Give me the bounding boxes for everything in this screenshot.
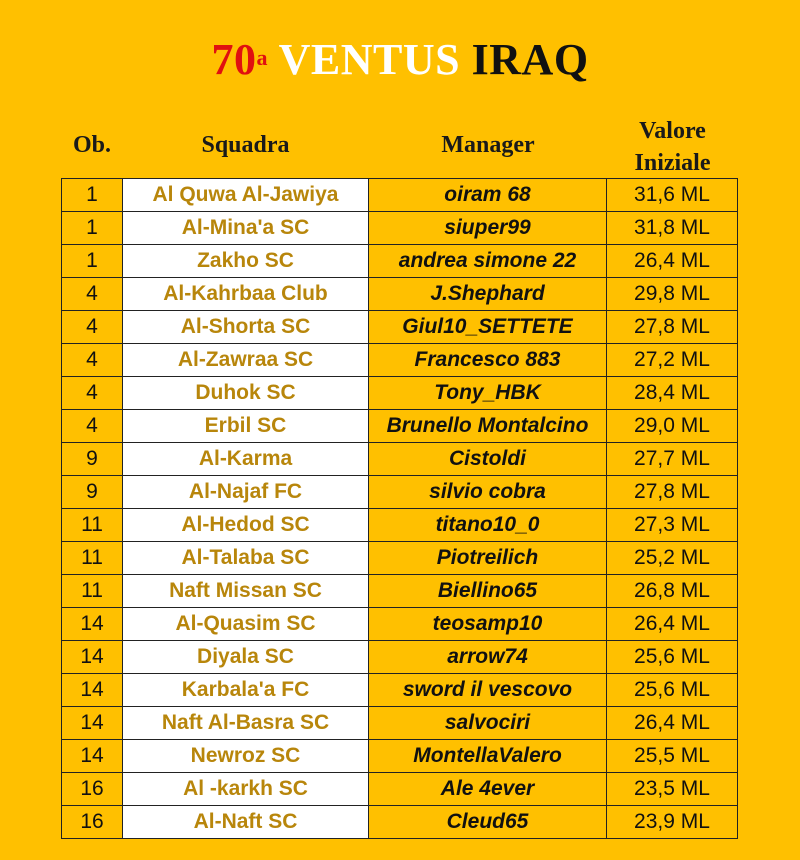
header-ob: Ob. (72, 132, 111, 158)
cell-manager: silvio cobra (369, 476, 607, 509)
cell-squadra: Al -karkh SC (123, 773, 369, 806)
cell-valore: 25,5 ML (607, 740, 738, 773)
cell-ob: 16 (62, 806, 123, 839)
cell-valore: 27,3 ML (607, 509, 738, 542)
cell-ob: 14 (62, 740, 123, 773)
cell-ob: 1 (62, 179, 123, 212)
cell-ob: 14 (62, 674, 123, 707)
header-valore-iniziale (607, 115, 738, 179)
table-row (62, 575, 738, 608)
cell-valore: 26,4 ML (607, 707, 738, 740)
cell-squadra: Al-Karma (123, 443, 369, 476)
cell-valore: 27,8 ML (607, 476, 738, 509)
table-row (62, 311, 738, 344)
cell-ob: 11 (62, 542, 123, 575)
cell-manager: Ale 4ever (369, 773, 607, 806)
cell-ob: 11 (62, 509, 123, 542)
cell-squadra: Al-Kahrbaa Club (123, 278, 369, 311)
cell-manager: Francesco 883 (369, 344, 607, 377)
cell-squadra: Al Quwa Al-Jawiya (123, 179, 369, 212)
cell-valore: 23,9 ML (607, 806, 738, 839)
cell-valore: 25,6 ML (607, 641, 738, 674)
cell-ob: 4 (62, 344, 123, 377)
cell-valore: 28,4 ML (607, 377, 738, 410)
cell-valore: 29,8 ML (607, 278, 738, 311)
cell-valore: 31,8 ML (607, 212, 738, 245)
cell-manager: salvociri (369, 707, 607, 740)
cell-manager: titano10_0 (369, 509, 607, 542)
header-squadra: Squadra (201, 132, 290, 158)
cell-ob: 9 (62, 476, 123, 509)
table-row (62, 608, 738, 641)
table-row (62, 377, 738, 410)
cell-valore: 27,2 ML (607, 344, 738, 377)
table-row (62, 410, 738, 443)
table-row (62, 476, 738, 509)
cell-ob: 4 (62, 311, 123, 344)
cell-squadra: Karbala'a FC (123, 674, 369, 707)
cell-ob: 14 (62, 608, 123, 641)
cell-ob: 4 (62, 410, 123, 443)
cell-squadra: Newroz SC (123, 740, 369, 773)
cell-ob: 9 (62, 443, 123, 476)
table-row (62, 641, 738, 674)
cell-manager: andrea simone 22 (369, 245, 607, 278)
cell-manager: arrow74 (369, 641, 607, 674)
title-ventus: VENTUS (278, 35, 461, 84)
cell-squadra: Al-Talaba SC (123, 542, 369, 575)
title-number: 70$^a$ (211, 35, 268, 84)
cell-ob: 14 (62, 641, 123, 674)
cell-squadra: Al-Shorta SC (123, 311, 369, 344)
cell-ob: 16 (62, 773, 123, 806)
cell-manager: Brunello Montalcino (369, 410, 607, 443)
cell-manager: Tony_HBK (369, 377, 607, 410)
cell-manager: Cistoldi (369, 443, 607, 476)
cell-manager: siuper99 (369, 212, 607, 245)
table-row (62, 542, 738, 575)
table-row (62, 740, 738, 773)
standings-body (62, 179, 738, 839)
cell-valore: 29,0 ML (607, 410, 738, 443)
cell-ob: 1 (62, 245, 123, 278)
cell-valore: 26,4 ML (607, 245, 738, 278)
cell-ob: 14 (62, 707, 123, 740)
header-manager: Manager (441, 132, 535, 158)
cell-squadra: Erbil SC (123, 410, 369, 443)
table-row (62, 674, 738, 707)
cell-valore: 26,4 ML (607, 608, 738, 641)
cell-ob: 4 (62, 377, 123, 410)
cell-valore: 25,2 ML (607, 542, 738, 575)
cell-squadra: Al-Zawraa SC (123, 344, 369, 377)
cell-squadra: Al-Hedod SC (123, 509, 369, 542)
table-row (62, 344, 738, 377)
cell-manager: oiram 68 (369, 179, 607, 212)
table-row (62, 443, 738, 476)
cell-valore: 26,8 ML (607, 575, 738, 608)
table-row (62, 245, 738, 278)
cell-squadra: Al-Mina'a SC (123, 212, 369, 245)
cell-manager: J.Shephard (369, 278, 607, 311)
cell-squadra: Al-Naft SC (123, 806, 369, 839)
cell-valore: 27,7 ML (607, 443, 738, 476)
table-row (62, 806, 738, 839)
cell-squadra: Al-Najaf FC (123, 476, 369, 509)
cell-valore: 31,6 ML (607, 179, 738, 212)
cell-ob: 1 (62, 212, 123, 245)
table-row (62, 278, 738, 311)
cell-squadra: Zakho SC (123, 245, 369, 278)
table-row (62, 179, 738, 212)
cell-manager: teosamp10 (369, 608, 607, 641)
cell-valore: 25,6 ML (607, 674, 738, 707)
cell-squadra: Diyala SC (123, 641, 369, 674)
header-valore-line1: Valore (639, 118, 706, 144)
title-iraq: IRAQ (471, 35, 589, 84)
cell-squadra: Al-Quasim SC (123, 608, 369, 641)
cell-manager: Piotreilich (369, 542, 607, 575)
table-row (62, 509, 738, 542)
cell-squadra: Naft Missan SC (123, 575, 369, 608)
table-row (62, 212, 738, 245)
cell-ob: 4 (62, 278, 123, 311)
table-row (62, 707, 738, 740)
title-ordinal: a (256, 45, 268, 70)
cell-valore: 23,5 ML (607, 773, 738, 806)
standings-table (61, 178, 738, 839)
cell-squadra: Naft Al-Basra SC (123, 707, 369, 740)
cell-manager: sword il vescovo (369, 674, 607, 707)
cell-squadra: Duhok SC (123, 377, 369, 410)
cell-manager: Giul10_SETTETE (369, 311, 607, 344)
cell-valore: 27,8 ML (607, 311, 738, 344)
page-title (0, 32, 800, 88)
cell-manager: Biellino65 (369, 575, 607, 608)
cell-manager: Cleud65 (369, 806, 607, 839)
cell-ob: 11 (62, 575, 123, 608)
table-row (62, 773, 738, 806)
cell-manager: MontellaValero (369, 740, 607, 773)
header-valore-line2: Iniziale (634, 150, 711, 176)
